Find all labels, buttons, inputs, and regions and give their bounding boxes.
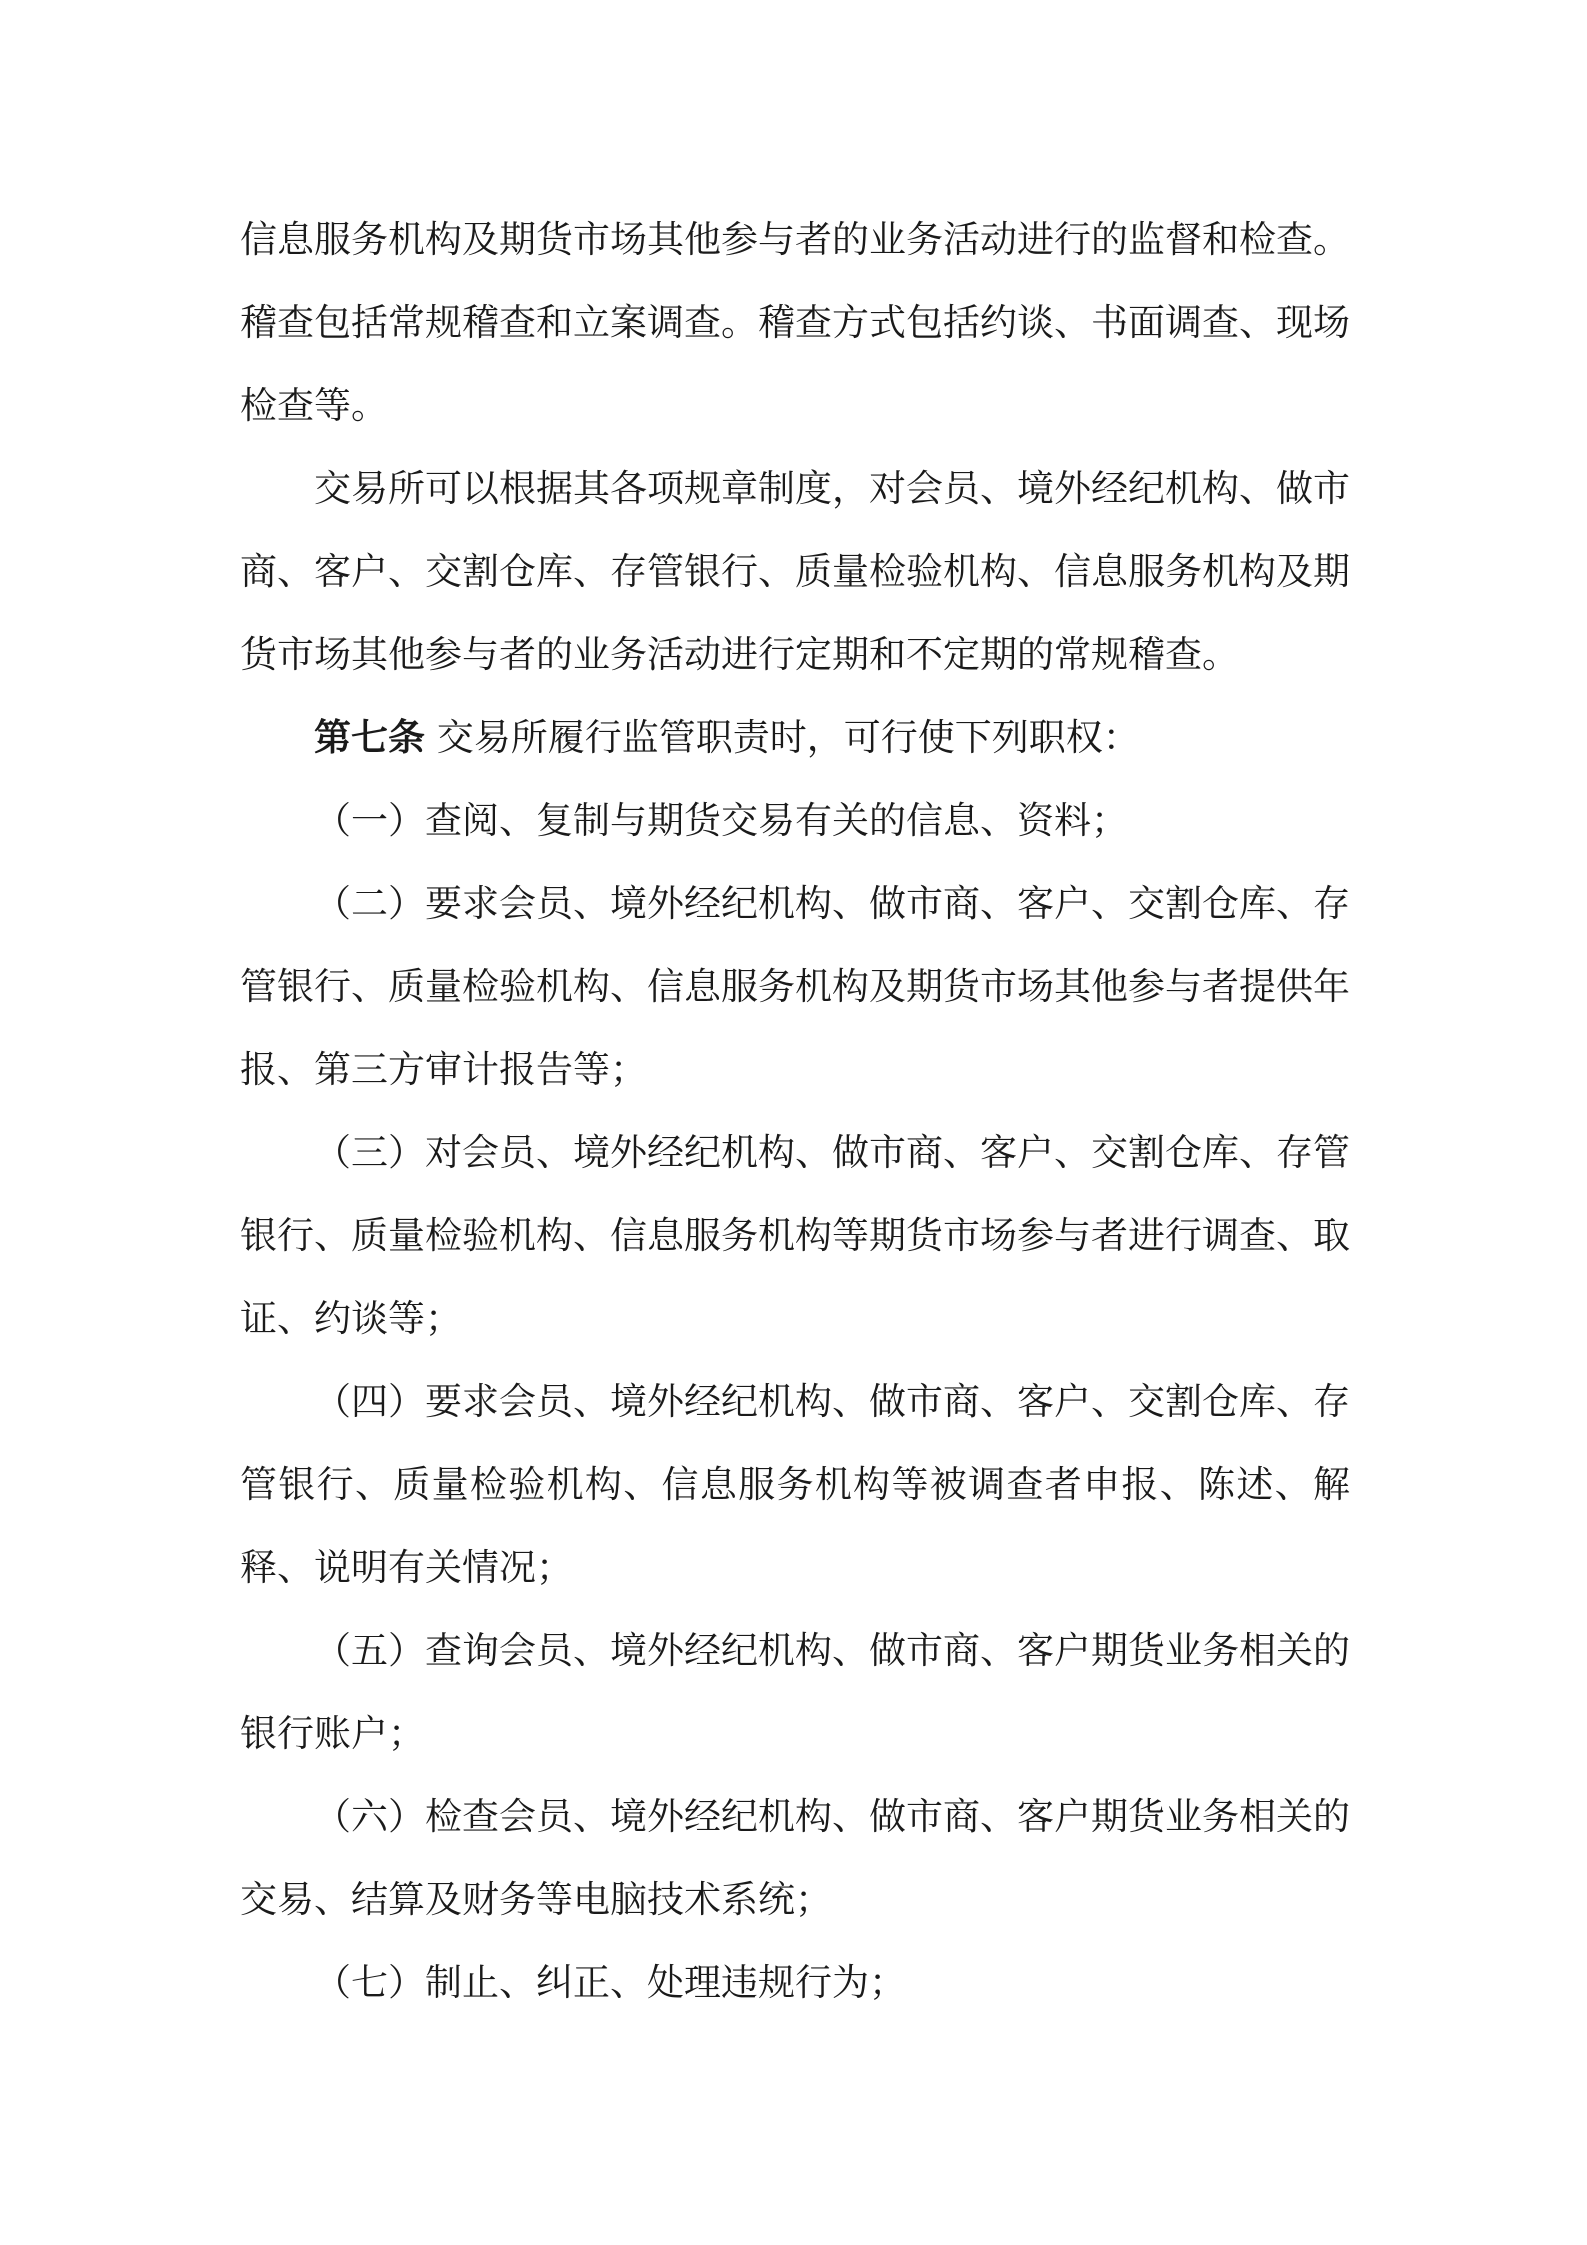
document-body	[240, 198, 1350, 2024]
article-heading: 第七条	[314, 716, 425, 759]
paragraph-continuation: 信息服务机构及期货市场其他参与者的业务活动进行的监督和检查。稽查包括常规稽查和立案调查。稽查方式包括约谈、书面调查、现场检查等。	[240, 218, 1350, 427]
list-item-5: （五）查询会员、境外经纪机构、做市商、客户期货业务相关的银行账户；	[240, 1629, 1350, 1755]
list-item-2: （二）要求会员、境外经纪机构、做市商、客户、交割仓库、存管银行、质量检验机构、信息服务机构及期货市场其他参与者提供年报、第三方审计报告等；	[240, 882, 1350, 1091]
article-text: 交易所履行监管职责时，可行使下列职权：	[436, 716, 1140, 759]
paragraph-article-seven	[240, 696, 1350, 779]
article-separator	[425, 716, 437, 759]
list-item-1: （一）查阅、复制与期货交易有关的信息、资料；	[314, 799, 1128, 842]
list-item-6: （六）检查会员、境外经纪机构、做市商、客户期货业务相关的交易、结算及财务等电脑技术系统；	[240, 1795, 1350, 1921]
list-item-4: （四）要求会员、境外经纪机构、做市商、客户、交割仓库、存管银行、质量检验机构、信息服务机构等被调查者申报、陈述、解释、说明有关情况；	[240, 1380, 1350, 1589]
list-item-3: （三）对会员、境外经纪机构、做市商、客户、交割仓库、存管银行、质量检验机构、信息服务机构等期货市场参与者进行调查、取证、约谈等；	[240, 1131, 1350, 1340]
paragraph-regular-inspection: 交易所可以根据其各项规章制度，对会员、境外经纪机构、做市商、客户、交割仓库、存管银行、质量检验机构、信息服务机构及期货市场其他参与者的业务活动进行定期和不定期的常规稽查。	[240, 467, 1350, 676]
list-item-7: （七）制止、纠正、处理违规行为；	[314, 1961, 906, 2004]
